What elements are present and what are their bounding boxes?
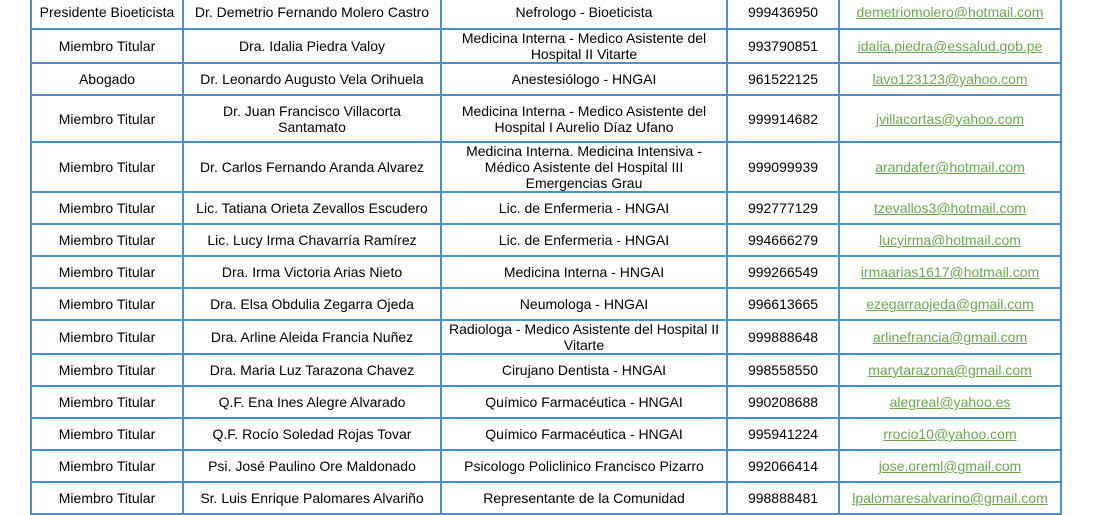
table-row	[31, 354, 1061, 386]
cargo-cell-text: Miembro Titular	[58, 110, 156, 127]
phone-cell-text: 992066414	[747, 458, 819, 474]
cargo-cell	[31, 450, 183, 482]
members-table-container	[30, 0, 1062, 515]
table-row	[31, 450, 1061, 482]
email-link[interactable]: lpalomaresalvarino@gmail.com	[852, 490, 1048, 506]
name-cell	[183, 320, 441, 354]
name-cell-text: Psi. José Paulino Ore Maldonado	[208, 458, 416, 474]
email-link[interactable]: tzevallos3@hotmail.com	[874, 200, 1026, 216]
name-cell	[183, 142, 441, 192]
name-cell-text: Dr. Leonardo Augusto Vela Orihuela	[200, 71, 424, 87]
phone-cell-text: 995941224	[747, 426, 819, 442]
phone-cell	[727, 224, 839, 256]
email-cell	[839, 354, 1061, 386]
specialty-cell-text: Químico Farmacéutica - HNGAI	[485, 426, 683, 442]
specialty-cell-text: Nefrologo - Bioeticista	[515, 4, 653, 20]
name-cell-text: Sr. Luis Enrique Palomares Alvariño	[200, 490, 424, 506]
phone-cell-text: 994666279	[747, 232, 819, 248]
name-cell-text: Dra. Irma Victoria Arias Nieto	[221, 264, 403, 280]
specialty-cell	[441, 288, 727, 320]
phone-cell	[727, 256, 839, 288]
name-cell	[183, 450, 441, 482]
phone-cell	[727, 0, 839, 29]
email-link[interactable]: alegreal@yahoo.es	[889, 394, 1011, 410]
specialty-cell-text: Psicologo Policlinico Francisco Pizarro	[464, 458, 704, 474]
specialty-cell-text: Lic. de Enfermeria - HNGAI	[498, 200, 670, 216]
cargo-cell	[31, 320, 183, 354]
name-cell	[183, 482, 441, 514]
cargo-cell-text: Miembro Titular	[58, 38, 156, 54]
specialty-cell	[441, 256, 727, 288]
table-row	[31, 386, 1061, 418]
email-link[interactable]: ezegarraojeda@gmail.com	[866, 296, 1034, 312]
phone-cell	[727, 142, 839, 192]
name-cell	[183, 95, 441, 142]
email-cell	[839, 29, 1061, 63]
name-cell-text: Dra. Arline Aleida Francia Nuñez	[210, 329, 414, 345]
phone-cell	[727, 63, 839, 95]
email-cell	[839, 192, 1061, 224]
table-row	[31, 95, 1061, 142]
email-cell	[839, 256, 1061, 288]
specialty-cell	[441, 450, 727, 482]
specialty-cell	[441, 386, 727, 418]
specialty-cell-text: Anestesiólogo - HNGAI	[511, 71, 657, 87]
email-link[interactable]: jvillacortas@yahoo.com	[875, 110, 1025, 127]
cargo-cell	[31, 288, 183, 320]
name-cell	[183, 29, 441, 63]
cargo-cell-text: Miembro Titular	[58, 362, 156, 378]
name-cell-text: Lic. Tatiana Orieta Zevallos Escudero	[196, 200, 428, 216]
phone-cell-text: 990208688	[747, 394, 819, 410]
phone-cell-text: 999888648	[747, 329, 819, 345]
email-link[interactable]: irmaarias1617@hotmail.com	[860, 264, 1040, 280]
phone-cell-text: 999266549	[747, 264, 819, 280]
cargo-cell-text: Miembro Titular	[58, 264, 156, 280]
cargo-cell-text: Miembro Titular	[58, 426, 156, 442]
specialty-cell-text: Medicina Interna. Medicina Intensiva -Médico Asistente del Hospital III Emergencias Grau	[466, 143, 702, 191]
members-table	[30, 0, 1062, 515]
phone-cell-text: 961522125	[747, 71, 819, 87]
phone-cell	[727, 482, 839, 514]
specialty-cell-text: Medicina Interna - HNGAI	[503, 264, 665, 280]
table-row	[31, 320, 1061, 354]
phone-cell	[727, 320, 839, 354]
cargo-cell-text: Miembro Titular	[58, 329, 156, 345]
table-row	[31, 256, 1061, 288]
email-cell	[839, 418, 1061, 450]
email-link[interactable]: arandafer@hotmail.com	[875, 159, 1025, 175]
email-cell	[839, 450, 1061, 482]
name-cell-text: Dr. Carlos Fernando Aranda Alvarez	[199, 159, 425, 175]
specialty-cell-text: Medicina Interna - Medico Asistente del Hospital I Aurelio Díaz Ufano	[461, 102, 707, 135]
specialty-cell-text: Cirujano Dentista - HNGAI	[501, 362, 667, 378]
phone-cell	[727, 386, 839, 418]
name-cell	[183, 354, 441, 386]
table-row	[31, 288, 1061, 320]
cargo-cell-text: Miembro Titular	[58, 458, 156, 474]
name-cell-text: Dr. Demetrio Fernando Molero Castro	[194, 4, 430, 20]
specialty-cell-text: Neumologa - HNGAI	[519, 296, 649, 312]
email-link[interactable]: idalia.piedra@essalud.gob.pe	[857, 38, 1043, 54]
name-cell	[183, 256, 441, 288]
specialty-cell	[441, 320, 727, 354]
cargo-cell-text: Abogado	[78, 71, 136, 87]
name-cell-text: Q.F. Ena Ines Alegre Alvarado	[218, 394, 406, 410]
name-cell	[183, 192, 441, 224]
phone-cell	[727, 29, 839, 63]
name-cell	[183, 224, 441, 256]
phone-cell-text: 993790851	[747, 38, 819, 54]
specialty-cell	[441, 192, 727, 224]
name-cell-text: Dr. Juan Francisco Villacorta Santamato	[223, 102, 401, 135]
specialty-cell	[441, 95, 727, 142]
table-row	[31, 63, 1061, 95]
name-cell	[183, 418, 441, 450]
table-row	[31, 192, 1061, 224]
cargo-cell	[31, 29, 183, 63]
cargo-cell	[31, 0, 183, 29]
email-cell	[839, 63, 1061, 95]
phone-cell-text: 999436950	[747, 4, 819, 20]
specialty-cell-text: Lic. de Enfermeria - HNGAI	[498, 232, 670, 248]
cargo-cell-text: Miembro Titular	[58, 394, 156, 410]
cargo-cell-text: Miembro Titular	[58, 200, 156, 216]
name-cell	[183, 288, 441, 320]
cargo-cell-text: Miembro Titular	[58, 490, 156, 506]
phone-cell-text: 999099939	[747, 159, 819, 175]
specialty-cell-text: Representante de la Comunidad	[483, 490, 685, 506]
specialty-cell	[441, 29, 727, 63]
specialty-cell-text: Químico Farmacéutica - HNGAI	[485, 394, 683, 410]
cargo-cell	[31, 354, 183, 386]
specialty-cell	[441, 354, 727, 386]
table-row	[31, 0, 1061, 29]
email-cell	[839, 142, 1061, 192]
email-link[interactable]: lucyirma@hotmail.com	[879, 232, 1021, 248]
specialty-cell	[441, 418, 727, 450]
phone-cell-text: 996613665	[747, 296, 819, 312]
name-cell-text: Dra. Idalia Piedra Valoy	[238, 38, 386, 54]
cargo-cell	[31, 224, 183, 256]
email-cell	[839, 386, 1061, 418]
cargo-cell	[31, 95, 183, 142]
table-row	[31, 418, 1061, 450]
cargo-cell	[31, 418, 183, 450]
name-cell-text: Dra. Maria Luz Tarazona Chavez	[209, 362, 415, 378]
phone-cell	[727, 192, 839, 224]
email-cell	[839, 0, 1061, 29]
email-link[interactable]: rrocio10@yahoo.com	[883, 426, 1017, 442]
cargo-cell	[31, 63, 183, 95]
phone-cell-text: 998888481	[747, 490, 819, 506]
specialty-cell	[441, 63, 727, 95]
specialty-cell	[441, 0, 727, 29]
phone-cell	[727, 354, 839, 386]
email-cell	[839, 320, 1061, 354]
email-cell	[839, 288, 1061, 320]
table-row	[31, 224, 1061, 256]
phone-cell-text: 992777129	[747, 200, 819, 216]
phone-cell	[727, 450, 839, 482]
table-row	[31, 142, 1061, 192]
specialty-cell-text: Medicina Interna - Medico Asistente del Hospital II Vitarte	[461, 30, 707, 62]
phone-cell	[727, 418, 839, 450]
cargo-cell-text: Miembro Titular	[58, 159, 156, 175]
email-cell	[839, 224, 1061, 256]
cargo-cell	[31, 256, 183, 288]
email-link[interactable]: marytarazona@gmail.com	[868, 362, 1032, 378]
members-table-body	[31, 0, 1061, 514]
specialty-cell	[441, 224, 727, 256]
specialty-cell	[441, 142, 727, 192]
cargo-cell	[31, 386, 183, 418]
email-link[interactable]: jose.oreml@gmail.com	[878, 458, 1022, 474]
email-link[interactable]: arlinefrancia@gmail.com	[872, 329, 1028, 345]
phone-cell	[727, 95, 839, 142]
cargo-cell-text: Miembro Titular	[58, 296, 156, 312]
phone-cell-text: 999914682	[747, 110, 819, 127]
email-link[interactable]: demetriomolero@hotmail.com	[856, 4, 1044, 20]
specialty-cell-text: Radiologa - Medico Asistente del Hospital II Vitarte	[448, 321, 720, 353]
table-row	[31, 29, 1061, 63]
specialty-cell	[441, 482, 727, 514]
table-row	[31, 482, 1061, 514]
cargo-cell	[31, 142, 183, 192]
name-cell	[183, 63, 441, 95]
cargo-cell-text: Miembro Titular	[58, 232, 156, 248]
cargo-cell	[31, 192, 183, 224]
cargo-cell-text: Presidente Bioeticista	[39, 4, 175, 20]
name-cell-text: Q.F. Rocío Soledad Rojas Tovar	[212, 426, 412, 442]
email-link[interactable]: lavo123123@yahoo.com	[872, 71, 1028, 87]
phone-cell	[727, 288, 839, 320]
email-cell	[839, 482, 1061, 514]
phone-cell-text: 998558550	[747, 362, 819, 378]
email-cell	[839, 95, 1061, 142]
cargo-cell	[31, 482, 183, 514]
name-cell-text: Lic. Lucy Irma Chavarría Ramírez	[207, 232, 417, 248]
name-cell-text: Dra. Elsa Obdulia Zegarra Ojeda	[210, 296, 414, 312]
name-cell	[183, 0, 441, 29]
name-cell	[183, 386, 441, 418]
